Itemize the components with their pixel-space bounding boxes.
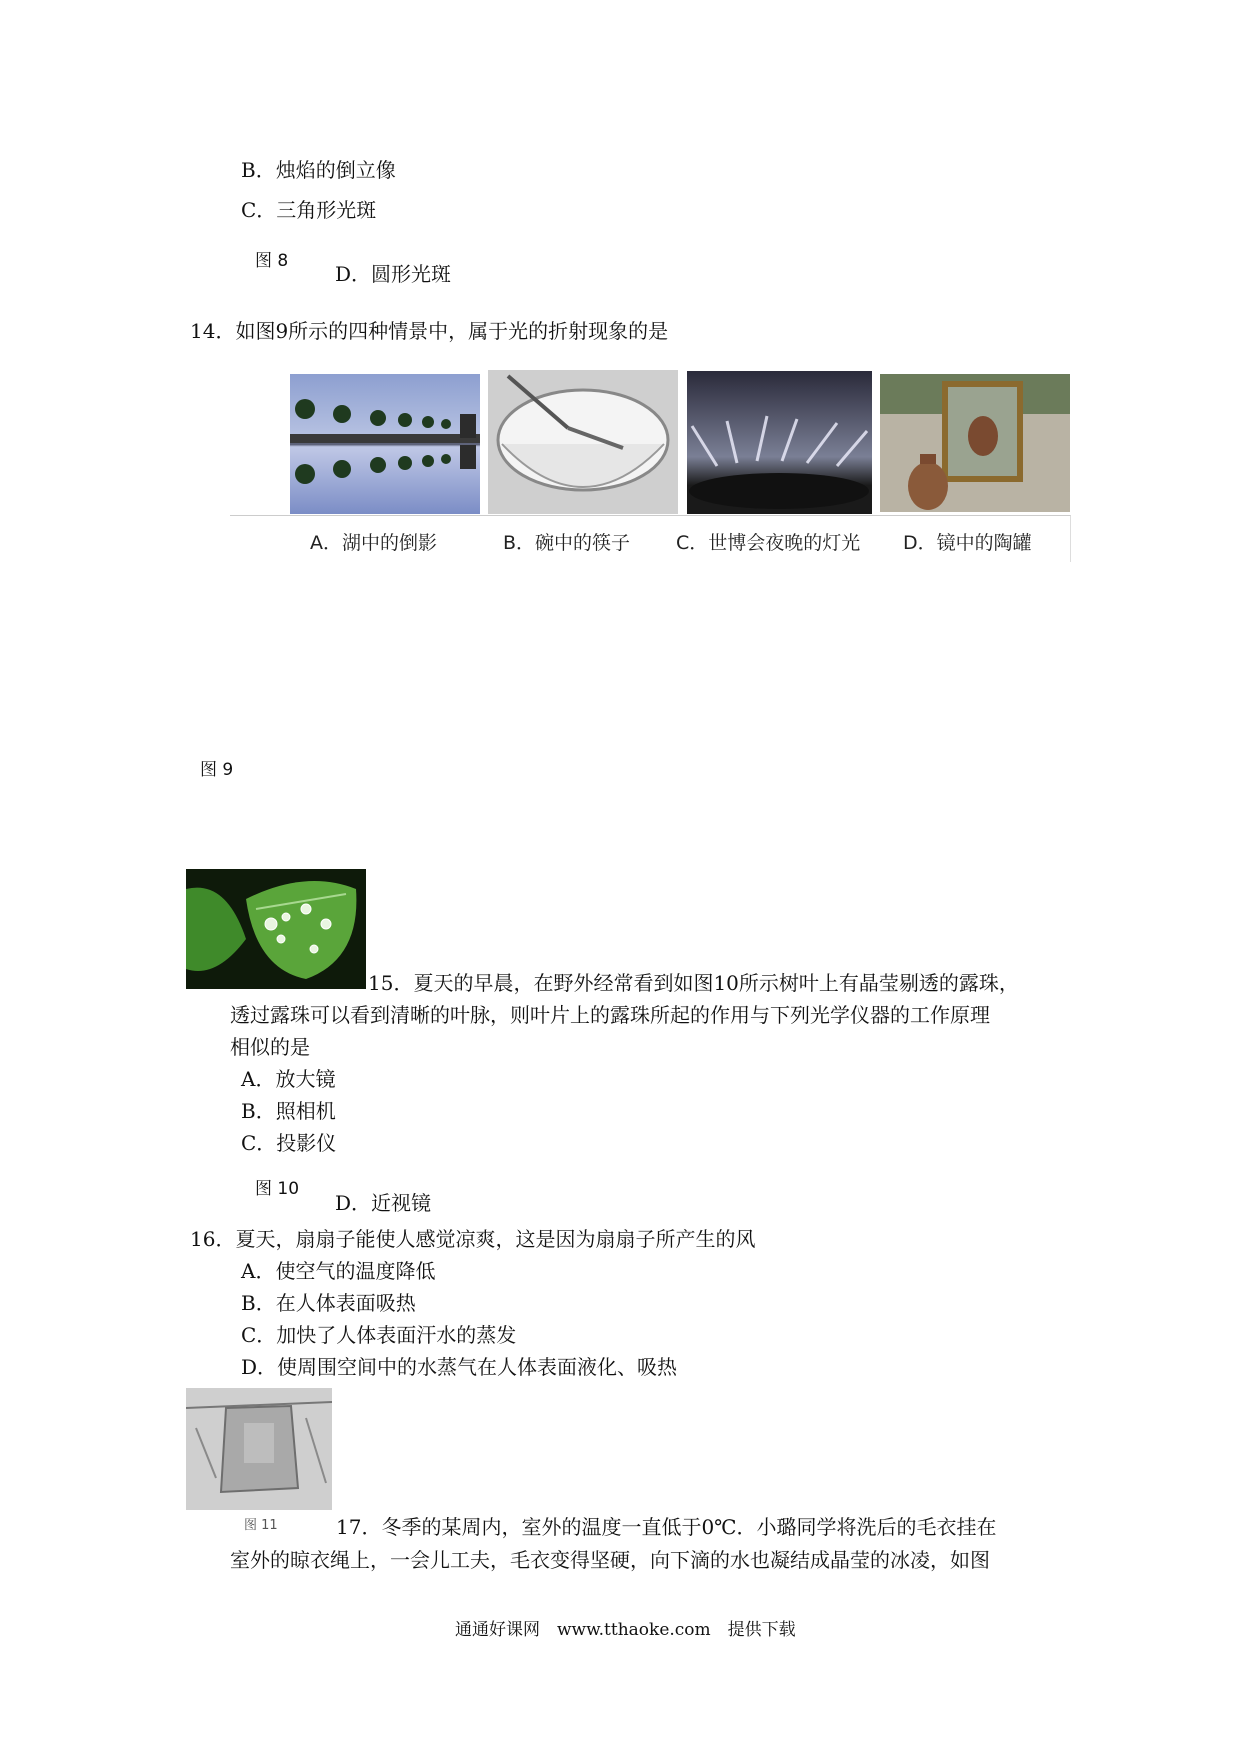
photo-chopsticks-bowl xyxy=(488,370,678,514)
caption-c: C．世博会夜晚的灯光 xyxy=(676,532,861,554)
photo-frozen-sweater xyxy=(186,1388,332,1510)
q17-stem-line1: 17．冬季的某周内，室外的温度一直低于0℃．小璐同学将洗后的毛衣挂在 xyxy=(336,1515,997,1539)
q16-option-b: B．在人体表面吸热 xyxy=(241,1291,416,1315)
q15-option-b: B．照相机 xyxy=(241,1099,336,1123)
figure-10-label: 图 10 xyxy=(255,1179,300,1199)
q16-option-d: D．使周围空间中的水蒸气在人体表面液化、吸热 xyxy=(241,1355,678,1379)
figure-8-label: 图 8 xyxy=(255,251,289,271)
photo-lake-reflection xyxy=(290,374,480,514)
q16-stem: 16．夏天，扇扇子能使人感觉凉爽，这是因为扇扇子所产生的风 xyxy=(190,1227,756,1251)
q13-option-b: B．烛焰的倒立像 xyxy=(241,158,396,182)
caption-d: D．镜中的陶罐 xyxy=(903,532,1032,554)
q15-stem-line3: 相似的是 xyxy=(230,1035,310,1059)
photo-dew-on-leaf xyxy=(186,869,366,989)
photo-expo-night-lights xyxy=(687,371,872,514)
q14-stem: 14．如图9所示的四种情景中，属于光的折射现象的是 xyxy=(190,319,669,343)
photo-jar-in-mirror xyxy=(880,374,1070,512)
q13-option-c: C．三角形光斑 xyxy=(241,198,377,222)
q16-option-c: C．加快了人体表面汗水的蒸发 xyxy=(241,1323,517,1347)
q15-option-c: C．投影仪 xyxy=(241,1131,337,1155)
q16-option-a: A．使空气的温度降低 xyxy=(241,1259,436,1283)
q15-option-d: D．近视镜 xyxy=(335,1191,432,1215)
figure-9-label: 图 9 xyxy=(200,760,234,780)
figure-11-label: 图 11 xyxy=(244,1518,278,1533)
q15-stem-line1: 15．夏天的早晨，在野外经常看到如图10所示树叶上有晶莹剔透的露珠， xyxy=(368,971,1019,995)
caption-b: B．碗中的筷子 xyxy=(503,532,631,554)
caption-a: A．湖中的倒影 xyxy=(310,532,437,554)
q13-option-d: D．圆形光斑 xyxy=(335,262,452,286)
q15-option-a: A．放大镜 xyxy=(241,1067,336,1091)
q15-stem-line2: 透过露珠可以看到清晰的叶脉，则叶片上的露珠所起的作用与下列光学仪器的工作原理 xyxy=(230,1003,990,1027)
page-footer: 通通好课网 www.tthaoke.com 提供下载 xyxy=(455,1620,796,1640)
q17-stem-line2: 室外的晾衣绳上，一会儿工夫，毛衣变得坚硬，向下滴的水也凝结成晶莹的冰凌，如图 xyxy=(230,1548,990,1572)
